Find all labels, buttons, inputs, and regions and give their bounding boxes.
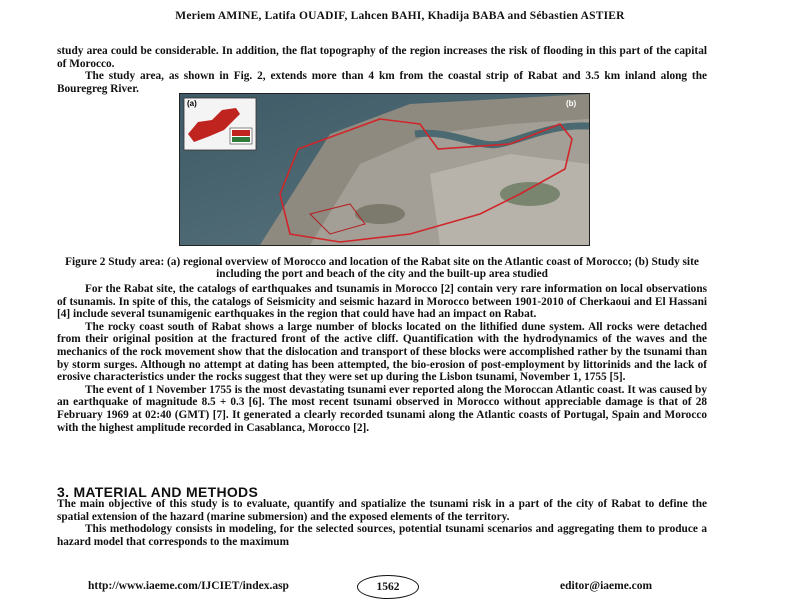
figure-caption-label: Figure 2 (65, 256, 106, 268)
paragraph-4: The rocky coast south of Rabat shows a large number of blocks located on the lithified dune system. All rocks were detached from their original position at the fractured front of the active cliff. Quantification with the hydrodynamics of the waves and the mechanics of the rock movement show that the dislocation and transport of these blocks were accomplished rather by the tsunami than by storm surges. Although no attempt at dating has been attempted, the bio-erosion of post-employment by littorinids and the lack of erosive characteristics under the rocks suggest that they were set up during the Lisbon tsunami, November 1, 1755 [5]. (57, 320, 707, 384)
figure-caption (57, 256, 707, 280)
paragraph-2: The study area, as shown in Fig. 2, extends more than 4 km from the coastal strip of Rabat and 3.5 km inland along the Bouregreg River. (57, 70, 707, 95)
paragraph-5: The event of 1 November 1755 is the most devastating tsunami ever reported along the Moroccan Atlantic coast. It was caused by an earthquake of magnitude 8.5 + 0.3 [6]. The most recent tsunami observed in Morocco without appreciable damage is that of 28 February 1969 at 02:40 (GMT) [7]. It generated a clearly recorded tsunami along the Atlantic coasts of Portugal, Spain and Morocco with the highest amplitude recorded in Casablanca, Morocco [2]. (57, 383, 707, 434)
paragraph-3: For the Rabat site, the catalogs of earthquakes and tsunamis in Morocco [2] contain very rare information on local observations of tsunamis. In spite of this, the catalogs of Seismicity and seismic hazard in Morocco between 1901-2010 of Cherkaoui and El Hassani [4] include several tsunamigenic earthquakes in the region that could have had an impact on Rabat. (57, 283, 707, 321)
paragraph-1: study area could be considerable. In addition, the flat topography of the region increases the risk of flooding in this part of the capital of Morocco. (57, 45, 707, 70)
panel-b-label: (b) (566, 99, 577, 108)
footer-url-link[interactable]: http://www.iaeme.com/IJCIET/index.asp (88, 580, 289, 592)
satellite-map-image (180, 94, 589, 245)
intro-text (57, 45, 707, 95)
body-text (57, 283, 707, 434)
running-header: Meriem AMINE, Latifa OUADIF, Lahcen BAHI, Khadija BABA and Sébastien ASTIER (175, 10, 625, 22)
figure-caption-text: Study area: (a) regional overview of Morocco and location of the Rabat site on the Atlantic coast of Morocco; (b) Study site including the port and beach of the city and the built-up area studied (105, 256, 699, 280)
paragraph-6: The main objective of this study is to evaluate, quantify and spatialize the tsunami risk in a part of the city of Rabat to define the spatial extension of the hazard (marine submersion) and the exposed elements of the territory. (57, 498, 707, 523)
footer-email-link[interactable]: editor@iaeme.com (560, 580, 653, 592)
page-number: 1562 (357, 575, 419, 599)
paragraph-7: This methodology consists in modeling, for the selected sources, potential tsunami scenarios and aggregating them to produce a hazard model that corresponds to the maximum (57, 523, 707, 548)
page-footer (0, 575, 800, 599)
inset-a-label: (a) (187, 99, 197, 108)
methods-text (57, 498, 707, 548)
section-heading: 3. MATERIAL AND METHODS (57, 484, 259, 500)
figure-2-map (179, 93, 590, 246)
